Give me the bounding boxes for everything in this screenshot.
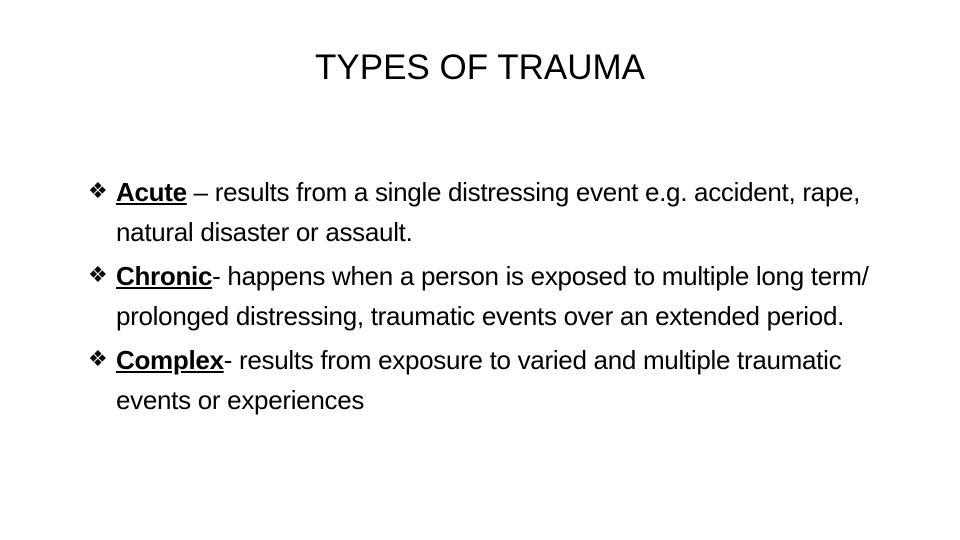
diamond-bullet-icon: ❖	[88, 347, 108, 372]
slide-title: TYPES OF TRAUMA	[315, 48, 645, 87]
description-chronic: - happens when a person is exposed to multiple long term/ prolonged distressing, traumatic events over an extended period.	[116, 261, 869, 331]
bullet-item-acute	[84, 172, 904, 252]
bullet-item-complex	[84, 340, 904, 420]
bullet-list	[84, 172, 904, 424]
diamond-bullet-icon: ❖	[88, 179, 108, 204]
term-acute: Acute	[116, 177, 187, 207]
bullet-item-chronic	[84, 256, 904, 336]
term-chronic: Chronic	[116, 261, 213, 291]
description-complex: - results from exposure to varied and multiple traumatic events or experiences	[116, 345, 842, 415]
diamond-bullet-icon: ❖	[88, 263, 108, 288]
term-complex: Complex	[116, 345, 224, 375]
description-acute: – results from a single distressing event e.g. accident, rape, natural disaster or assault.	[116, 177, 861, 247]
